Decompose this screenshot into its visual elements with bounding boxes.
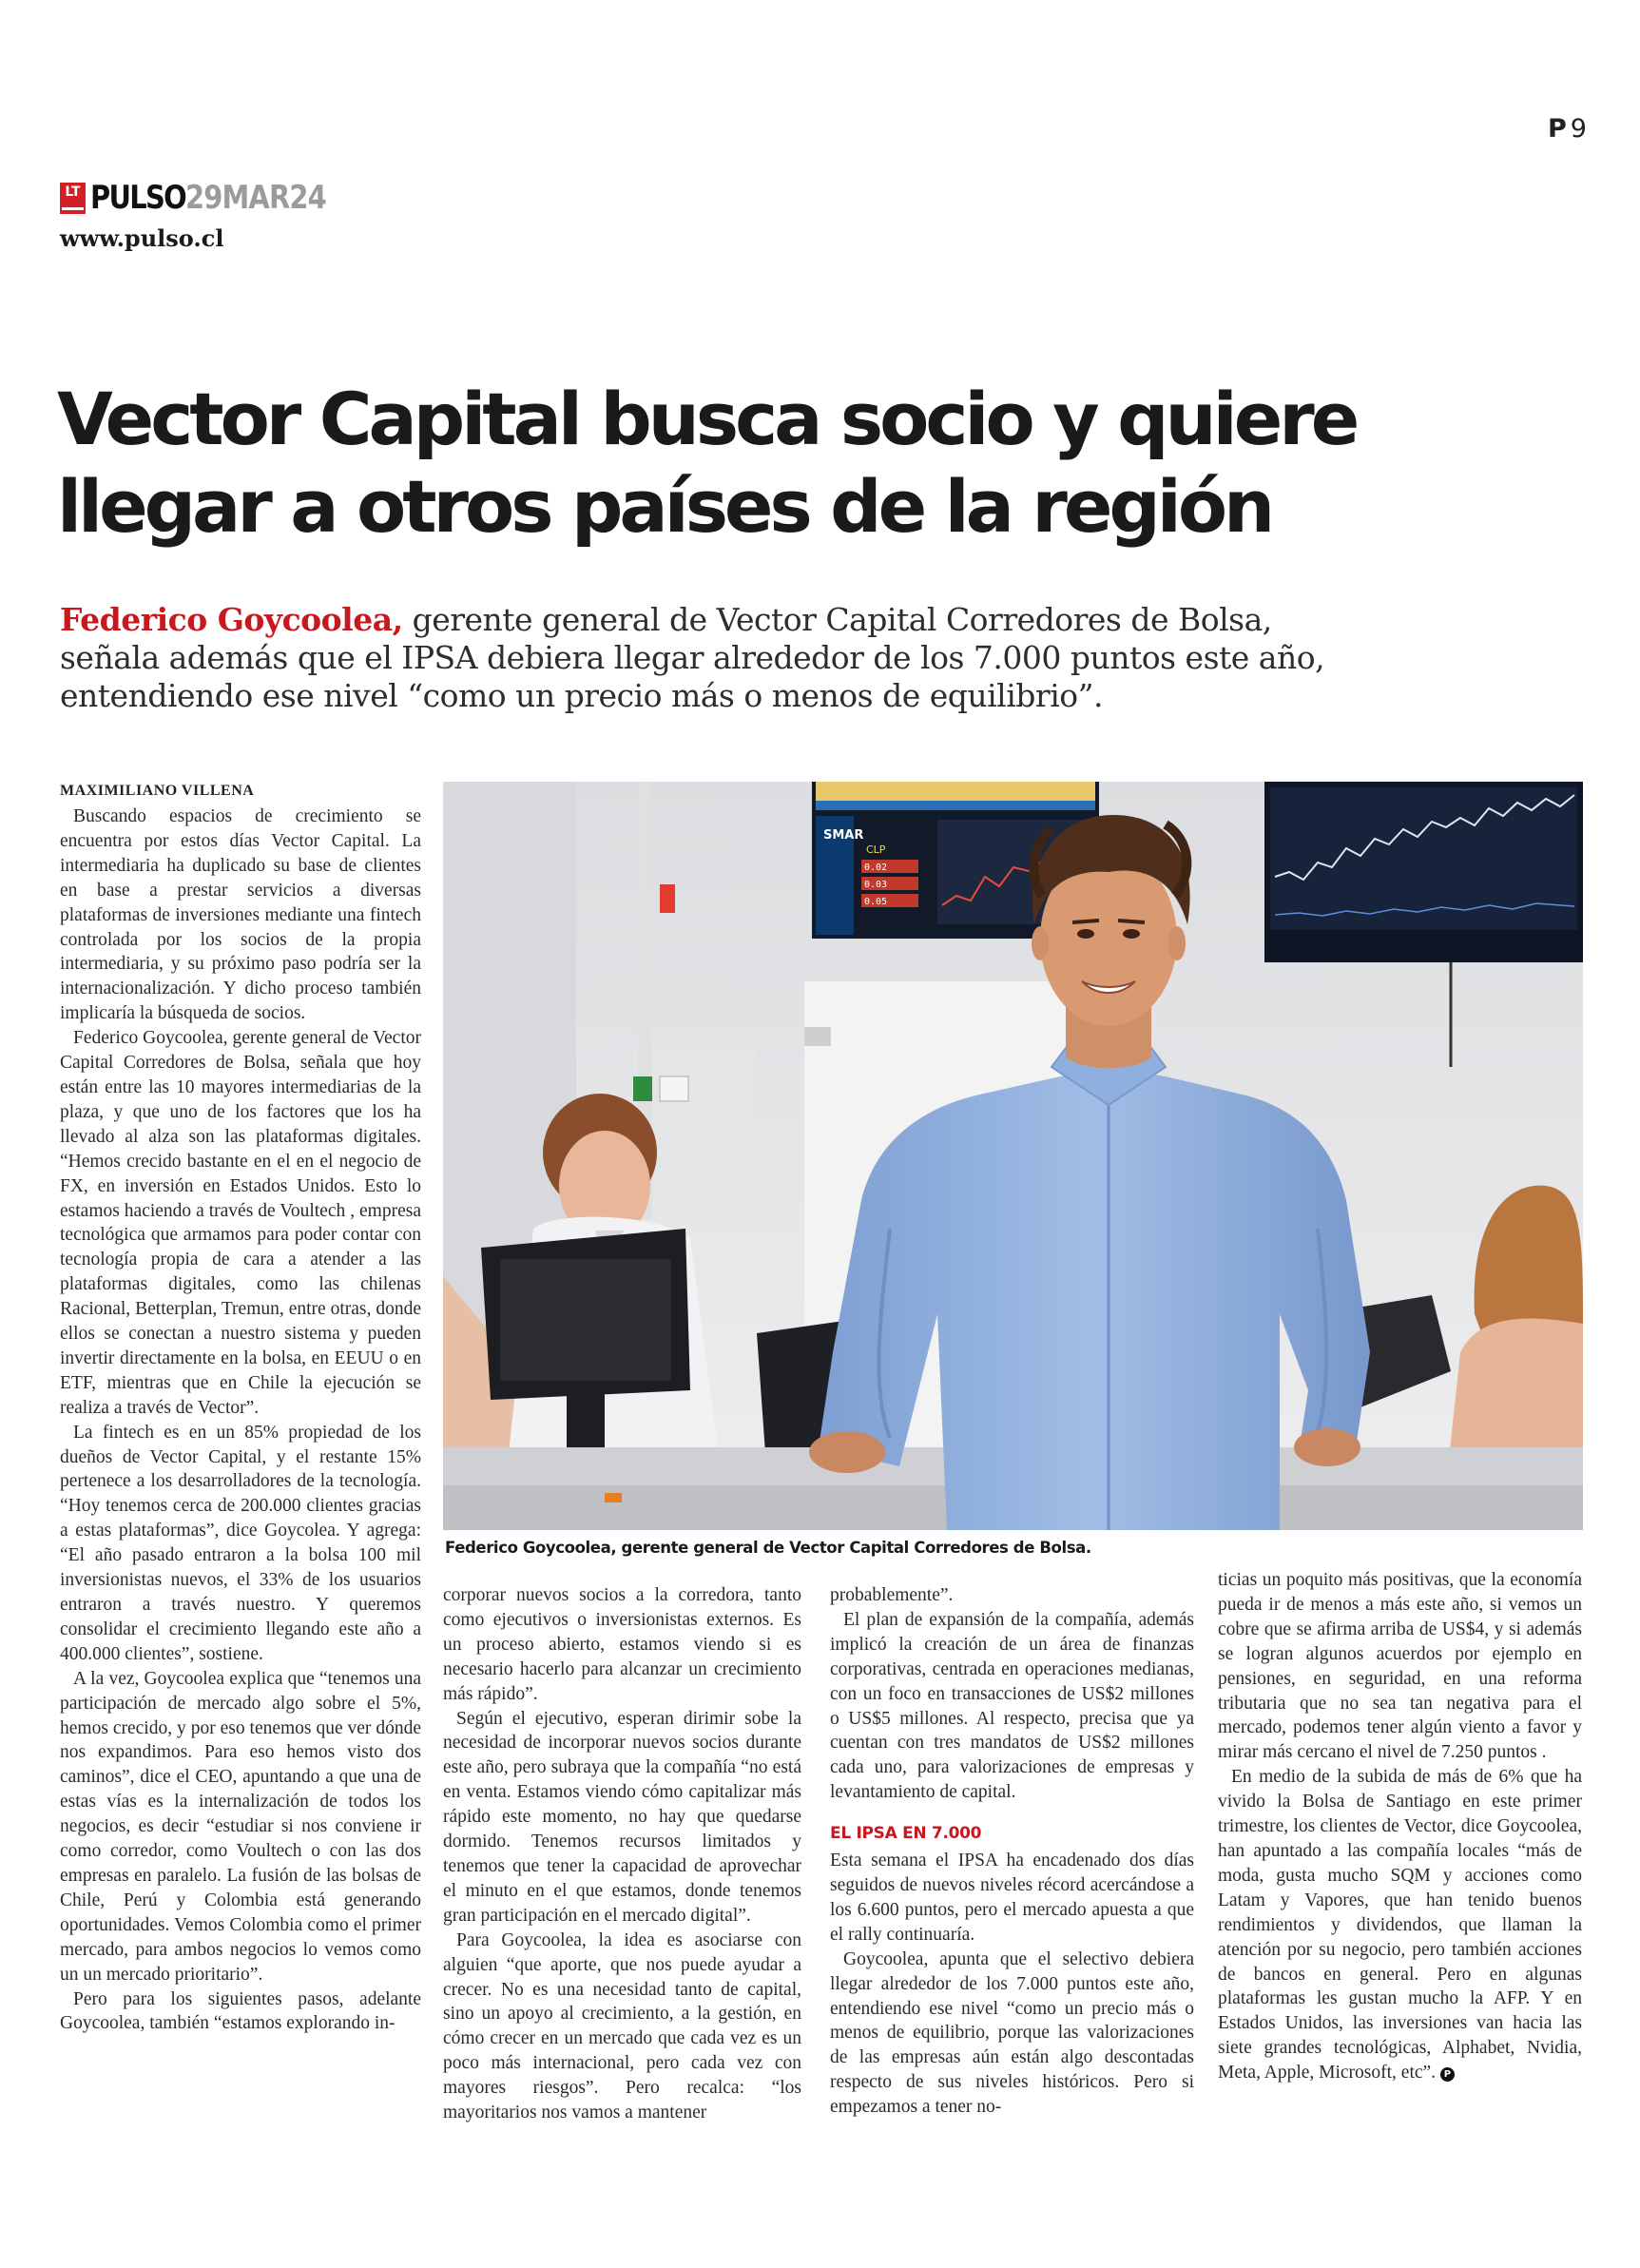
paragraph: Según el ejecutivo, esperan dirimir sobe la necesidad de incorporar nuevos socios durante este año, pero subraya que la compañía “no está en venta. Estamos viendo cómo capitalizar más rápido este momento, no hay que quedarse dormido. Tenemos recursos limitados y tenemos que tener la capacidad de aprovechar el minuto en el que estamos, donde tenemos gran participación en el mercado digital”. [443, 1708, 801, 1926]
deck [60, 601, 1372, 715]
paragraph: Buscando espacios de crecimiento se encuentra por estos días Vector Capital. La intermediaria ha duplicado su base de clientes en base a prestar servicios a diversas plataformas de inversiones mediante una fintech controlada por los socios de la propia intermediaria, y su próximo paso podría ser la internacionalización. Y dicho proceso también implicaría la búsqueda de socios. [60, 806, 421, 1024]
end-of-article-icon: P [1440, 2067, 1455, 2082]
paragraph: corporar nuevos socios a la corredora, tanto como ejecutivos o inversionistas externos. Es un proceso abierto, estamos viendo si es necesario hacerlo para alcanzar un crecimiento más rápido”. [443, 1585, 801, 1704]
byline: MAXIMILIANO VILLENA [60, 783, 255, 799]
monitor-label: 0.03 [864, 880, 888, 890]
body-column-1 [60, 804, 421, 2036]
monitor-label: CLP [866, 843, 886, 856]
page-number-prefix: P [1548, 114, 1567, 144]
paragraph: El plan de expansión de la compañía, además implicó la creación de un área de finanzas corporativas, centrada en operaciones medianas, con un foco en transacciones de US$2 millones o US$5 millones. Al respecto, precisa que ya cuentan con tres mandatos de US$2 millones cada uno, para valorizaciones de empresas y levantamiento de capital. [830, 1609, 1194, 1803]
photo-caption: Federico Goycoolea, gerente general de Vector Capital Corredores de Bolsa. [445, 1539, 1091, 1557]
paragraph: Pero para los siguientes pasos, adelante Goycoolea, también “estamos explorando in- [60, 1988, 421, 2034]
body-column-3 [830, 1583, 1194, 2120]
monitor-label: SMAR [823, 828, 864, 843]
paragraph: Esta semana el IPSA ha encadenado dos días seguidos de nuevos niveles récord acercándose a los 6.600 puntos, pero el mercado apuesta a que el rally continuaría. [830, 1851, 1194, 1945]
paragraph: Para Goycoolea, la idea es asociarse con alguien “que aporte, que nos puede ayudar a crecer. No es una necesidad tanto de capital, sino un apoyo al crecimiento, a la gestión, en cómo crecer en un mercado que cada vez es un poco más internacional, pero cada vez con mayores riesgos”. Pero recalca: “los mayoritarios nos vamos a mantener [443, 1929, 801, 2123]
monitor-label: 0.05 [864, 897, 888, 907]
page-number-value: 9 [1570, 114, 1587, 144]
office-photo-illustration [443, 782, 1583, 1530]
website-url: www.pulso.cl [60, 224, 224, 252]
paragraph: Federico Goycoolea, gerente general de Vector Capital Corredores de Bolsa, señala que hoy están entre las 10 mayores intermediarias de la plaza, y que uno de los factores que los ha llevado al alza son las plataformas digitales. “Hemos crecido bastante en el en el negocio de FX, en inversión en Estados Unidos. Esto lo estamos haciendo a través de Voultech , empresa tecnológica que armamos para poder contar con tecnología propia de cara a atender a las plataformas digitales, como las chilenas Racional, Betterplan, Tremun, entre otras, donde ellos se conectan a nuestro sistema y pueden invertir directamente en la bolsa, en EEUU o en ETF, mientras que en Chile la ejecución se realiza a través de Vector”. [60, 1028, 421, 1418]
monitor-label: 0.02 [864, 863, 888, 873]
page-number [1548, 114, 1587, 144]
paragraph: Goycoolea, apunta que el selectivo debiera llegar alrededor de los 7.000 puntos este año, entendiendo ese nivel “como un precio más o menos de equilibrio, porque las valorizaciones de las empresas aún están algo descontadas respecto de sus niveles históricos. Pero si empezamos a tener no- [830, 1948, 1194, 2118]
paragraph: probablemente”. [830, 1585, 954, 1605]
body-column-2 [443, 1583, 801, 2125]
section-brand: PULSO [90, 179, 185, 217]
paragraph: A la vez, Goycoolea explica que “tenemos una participación de mercado algo sobre el 5%, hemos crecido, y por eso tenemos que ver dónde nos expandimos. Para eso hemos visto dos caminos”, dice el CEO, apuntando a que una de estas vías es la internalización de todos los negocios, es decir “estudiar si nos conviene ir como corredor, como Voultech o con las dos empresas en paralelo. La fusión de las bolsas de Chile, Perú y Colombia está generando oportunidades. Vemos Colombia como el primer mercado, para ambos negocios lo vemos como un un mercado prioritario”. [60, 1668, 421, 1985]
body-column-4 [1218, 1568, 1582, 2085]
paragraph: ticias un poquito más positivas, que la economía pueda ir de menos a más este año, si vemos un cobre que se afirma arriba de US$4, y si además se logran algunos acuerdos por ejemplo en pensiones, en seguridad, en una reforma tributaria que no sea tan negativa para el mercado, podemos tener algún viento a favor y mirar más cercano el nivel de 7.250 puntos . [1218, 1570, 1582, 1763]
deck-name: Federico Goycoolea, [60, 601, 403, 638]
paragraph: La fintech es en un 85% propiedad de los dueños de Vector Capital, y el restante 15% pertenece a los desarrolladores de la tecnología. “Hoy tenemos cerca de 200.000 clientes gracias a estas plataformas”, dice Goycolea. Y agrega: “El año pasado entraron a la bolsa 100 mil inversionistas nuevos, el 33% de los usuarios entraron a través nuestro. Y queremos consolidar el crecimiento llegando este año a 400.000 clientes”, sostiene. [60, 1422, 421, 1664]
masthead [60, 177, 351, 219]
article-photo [443, 782, 1583, 1530]
headline: Vector Capital busca socio y quiere llegar a otros países de la región [57, 377, 1357, 549]
last-paragraph [1218, 1765, 1582, 2085]
paragraph-text: En medio de la subida de más de 6% que ha vivido la Bolsa de Santiago en este primer trimestre, los clientes de Vector, dice Goycoolea, han apuntado a las compañía locales “más de moda, gusta mucho SQM y acciones como Latam y Vapores, que han tenido buenos rendimientos y dividendos, que llaman la atención por su negocio, pero también acciones de bancos en general. Pero en algunas plataformas les gustan mucho la AFP. Y en Estados Unidos, las inversiones van hacia las siete grandes tecnológicas, Alphabet, Nvidia, Meta, Apple, Microsoft, etc”. [1218, 1767, 1582, 2084]
deck-text: gerente general de Vector Capital Corredores de Bolsa, señala además que el IPSA debiera llegar alrededor de los 7.000 puntos este año, entendiendo ese nivel “como un precio más o menos de equilibrio”. [60, 601, 1325, 714]
la-tercera-logo: LT [60, 183, 86, 214]
edition-date: 29MAR24 [184, 179, 326, 217]
section-subhead: EL IPSA EN 7.000 [830, 1824, 982, 1844]
